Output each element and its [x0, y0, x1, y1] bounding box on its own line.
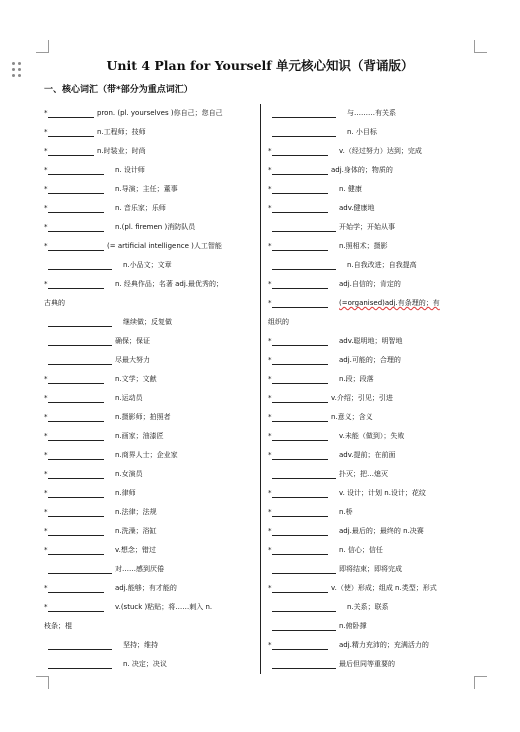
answer-blank[interactable]: [48, 375, 104, 384]
crop-mark-top-left: [36, 40, 49, 53]
definition-continuation: 组织的: [268, 318, 289, 326]
definition-text: adj.自信的；肯定的: [339, 280, 401, 288]
answer-blank[interactable]: [272, 641, 328, 650]
definition-continuation: 古典的: [44, 299, 65, 307]
answer-blank[interactable]: [272, 622, 336, 631]
answer-blank[interactable]: [272, 527, 328, 536]
definition-text: pron. (pl. yourselves )你自己；您自己: [97, 109, 223, 117]
definition-text: adv.健康地: [339, 204, 375, 212]
key-marker: *: [44, 242, 48, 250]
vocab-row: [268, 484, 486, 503]
definition-text: n.段；段落: [339, 375, 374, 383]
answer-blank[interactable]: [272, 261, 336, 270]
answer-blank[interactable]: [48, 318, 112, 327]
definition-text: v.（经过努力）达到；完成: [339, 147, 422, 155]
definition-text: n. 信心；信任: [339, 546, 383, 554]
answer-blank[interactable]: [48, 280, 104, 289]
vocab-row: [268, 294, 486, 313]
answer-blank[interactable]: [272, 223, 336, 232]
answer-blank[interactable]: [272, 242, 328, 251]
key-marker: *: [268, 527, 272, 535]
vocab-row: [268, 465, 486, 484]
vocab-row: [44, 218, 262, 237]
definition-text: n. 经典作品；名著 adj.最优秀的；: [115, 280, 224, 288]
key-marker: *: [44, 489, 48, 497]
vocab-row: [44, 294, 262, 313]
key-marker: *: [44, 375, 48, 383]
answer-blank[interactable]: [48, 546, 104, 555]
answer-blank[interactable]: [48, 109, 94, 118]
vocab-row: [44, 256, 262, 275]
vocab-row: [268, 636, 486, 655]
vocab-row: [44, 484, 262, 503]
answer-blank[interactable]: [48, 223, 104, 232]
vocab-row: [268, 161, 486, 180]
vocab-row: [44, 560, 262, 579]
answer-blank[interactable]: [48, 489, 104, 498]
vocab-row: [44, 370, 262, 389]
definition-text: n.画家；油漆匠: [115, 432, 164, 440]
vocab-row: [268, 598, 486, 617]
answer-blank[interactable]: [48, 565, 112, 574]
key-marker: *: [268, 508, 272, 516]
definition-text: n.(pl. firemen )消防队员: [115, 223, 196, 231]
definition-text: n. 健康: [339, 185, 362, 193]
vocab-row: [44, 655, 262, 674]
definition-text: n.导演；主任；董事: [115, 185, 178, 193]
key-marker: *: [44, 204, 48, 212]
key-marker: *: [44, 432, 48, 440]
answer-blank[interactable]: [272, 299, 328, 308]
right-column: [268, 104, 486, 674]
definition-text: n.女演员: [115, 470, 143, 478]
answer-blank[interactable]: [48, 242, 104, 251]
answer-blank[interactable]: [272, 394, 328, 403]
answer-blank[interactable]: [48, 128, 94, 137]
answer-blank[interactable]: [272, 565, 336, 574]
vocab-row: [268, 180, 486, 199]
vocab-row: [268, 503, 486, 522]
vocab-row: [44, 408, 262, 427]
key-marker: *: [268, 204, 272, 212]
answer-blank[interactable]: [272, 432, 328, 441]
answer-blank[interactable]: [48, 204, 104, 213]
definition-text: adj.最后的；最终的 n.决赛: [339, 527, 424, 535]
definition-text: n.自我改进；自我提高: [347, 261, 417, 269]
definition-text: n.摄影师；拍照者: [115, 413, 171, 421]
answer-blank[interactable]: [48, 470, 104, 479]
definition-text: v.(stuck )粘贴；将……刺入 n.: [115, 603, 213, 611]
definition-text: (= artificial intelligence )人工智能: [107, 242, 222, 250]
answer-blank[interactable]: [272, 128, 336, 137]
vocab-row: [268, 408, 486, 427]
vocab-row: [268, 389, 486, 408]
answer-blank[interactable]: [272, 546, 328, 555]
key-marker: *: [268, 242, 272, 250]
answer-blank[interactable]: [48, 451, 104, 460]
answer-blank[interactable]: [272, 147, 328, 156]
definition-text: 最后但同等重要的: [339, 660, 395, 668]
vocab-row: [268, 446, 486, 465]
crop-mark-top-right: [474, 40, 487, 53]
answer-blank[interactable]: [48, 166, 104, 175]
key-marker: *: [268, 584, 272, 592]
key-marker: *: [44, 109, 48, 117]
answer-blank[interactable]: [48, 337, 112, 346]
vocab-row: [44, 161, 262, 180]
vocab-row: [44, 351, 262, 370]
answer-blank[interactable]: [48, 641, 112, 650]
vocab-row: [268, 522, 486, 541]
definition-text: v. 设计；计划 n.设计；花纹: [339, 489, 426, 497]
answer-blank[interactable]: [272, 451, 328, 460]
definition-text: v.想念；错过: [115, 546, 156, 554]
vocab-row: [44, 199, 262, 218]
key-marker: *: [268, 337, 272, 345]
definition-text: (=organised)adj.有条理的；有: [339, 299, 440, 307]
document-title: Unit 4 Plan for Yourself 单元核心知识（背诵版）: [106, 58, 414, 73]
definition-text: 确保；保证: [115, 337, 150, 345]
answer-blank[interactable]: [272, 185, 328, 194]
definition-text: adv.聪明地；明智地: [339, 337, 403, 345]
key-marker: *: [268, 546, 272, 554]
vocab-row: [44, 465, 262, 484]
key-marker: *: [268, 641, 272, 649]
answer-blank[interactable]: [48, 413, 104, 422]
key-marker: *: [268, 413, 272, 421]
answer-blank[interactable]: [48, 508, 104, 517]
vocab-row: [268, 579, 486, 598]
key-marker: *: [268, 356, 272, 364]
definition-continuation: 枝条；棍: [44, 622, 72, 630]
definition-text: n.关系；联系: [347, 603, 389, 611]
key-marker: *: [268, 147, 272, 155]
vocab-row: [268, 541, 486, 560]
answer-blank[interactable]: [272, 489, 328, 498]
vocab-row: [268, 275, 486, 294]
vocab-row: [268, 617, 486, 636]
key-marker: *: [44, 584, 48, 592]
vocab-row: [44, 332, 262, 351]
definition-text: n.运动员: [115, 394, 143, 402]
definition-text: adj.身体的；物质的: [331, 166, 393, 174]
vocab-row: [268, 123, 486, 142]
crop-mark-bottom-left: [36, 676, 49, 689]
answer-blank[interactable]: [272, 603, 336, 612]
definition-text: 即将结束；即将完成: [339, 565, 402, 573]
vocab-row: [268, 142, 486, 161]
definition-text: 对……感到厌倦: [115, 565, 164, 573]
answer-blank[interactable]: [272, 166, 328, 175]
key-marker: *: [44, 280, 48, 288]
answer-blank[interactable]: [272, 660, 336, 669]
answer-blank[interactable]: [272, 337, 328, 346]
key-marker: *: [268, 432, 272, 440]
definition-text: n.桥: [339, 508, 353, 516]
key-marker: *: [44, 508, 48, 516]
key-marker: *: [44, 394, 48, 402]
key-marker: *: [44, 128, 48, 136]
vocab-row: [44, 389, 262, 408]
vocab-row: [268, 104, 486, 123]
definition-text: adv.提前；在前面: [339, 451, 396, 459]
definition-text: adj.精力充沛的；充满活力的: [339, 641, 429, 649]
vocab-row: [268, 351, 486, 370]
definition-text: n.法律；法规: [115, 508, 157, 516]
vocab-row: [44, 123, 262, 142]
vocab-row: [268, 332, 486, 351]
definition-text: n. 决定；决议: [123, 660, 167, 668]
definition-text: n. 音乐家；乐师: [115, 204, 166, 212]
vocab-row: [44, 275, 262, 294]
vocab-row: [44, 503, 262, 522]
definition-text: n.俯卧撑: [339, 622, 367, 630]
key-marker: *: [44, 470, 48, 478]
definition-text: 坚持；维持: [123, 641, 158, 649]
definition-text: adj.能够；有才能的: [115, 584, 177, 592]
answer-blank[interactable]: [272, 204, 328, 213]
vocab-row: [268, 560, 486, 579]
key-marker: *: [44, 147, 48, 155]
answer-blank[interactable]: [272, 508, 328, 517]
key-marker: *: [268, 394, 272, 402]
vocab-row: [268, 256, 486, 275]
vocab-row: [44, 427, 262, 446]
definition-text: n. 小目标: [347, 128, 377, 136]
vocab-row: [44, 541, 262, 560]
section-heading: 一、核心词汇（带*部分为重点词汇）: [44, 85, 193, 95]
definition-text: n.商界人士；企业家: [115, 451, 178, 459]
key-marker: *: [44, 185, 48, 193]
vocab-row: [44, 104, 262, 123]
answer-blank[interactable]: [48, 185, 104, 194]
key-marker: *: [268, 185, 272, 193]
answer-blank[interactable]: [272, 280, 328, 289]
vocab-row: [44, 446, 262, 465]
key-marker: *: [44, 413, 48, 421]
vocab-row: [268, 313, 486, 332]
key-marker: *: [268, 280, 272, 288]
definition-text: 尽最大努力: [115, 356, 150, 364]
key-marker: *: [44, 527, 48, 535]
key-marker: *: [268, 489, 272, 497]
definition-text: n.律师: [115, 489, 136, 497]
vocab-row: [268, 370, 486, 389]
answer-blank[interactable]: [272, 375, 328, 384]
key-marker: *: [44, 451, 48, 459]
key-marker: *: [44, 223, 48, 231]
vocab-row: [268, 218, 486, 237]
key-marker: *: [268, 375, 272, 383]
key-marker: *: [268, 451, 272, 459]
vocab-row: [44, 579, 262, 598]
key-marker: *: [44, 166, 48, 174]
definition-text: v.未能（做到）；失败: [339, 432, 405, 440]
definition-text: n.工程师；技师: [97, 128, 146, 136]
vocab-row: [268, 237, 486, 256]
definition-text: n.文学；文献: [115, 375, 157, 383]
vocab-row: [268, 427, 486, 446]
definition-text: n.洗澡；浴缸: [115, 527, 157, 535]
definition-text: 继续做；反复做: [123, 318, 172, 326]
answer-blank[interactable]: [272, 413, 328, 422]
definition-text: v.（使）形成；组成 n.类型；形式: [331, 584, 437, 592]
definition-text: n.意义；含义: [331, 413, 373, 421]
vocab-row: [44, 142, 262, 161]
vocab-row: [44, 522, 262, 541]
vocab-row: [44, 636, 262, 655]
answer-blank[interactable]: [48, 603, 104, 612]
answer-blank[interactable]: [48, 356, 112, 365]
vocab-row: [44, 237, 262, 256]
definition-text: n.小品文；文章: [123, 261, 172, 269]
vocab-row: [268, 199, 486, 218]
left-column: [44, 104, 262, 674]
key-marker: *: [268, 166, 272, 174]
vocab-row: [44, 180, 262, 199]
answer-blank[interactable]: [272, 584, 328, 593]
vocab-row: [268, 655, 486, 674]
answer-blank[interactable]: [48, 432, 104, 441]
vocab-row: [44, 313, 262, 332]
definition-text: v.介绍；引见；引进: [331, 394, 393, 402]
key-marker: *: [44, 546, 48, 554]
answer-blank[interactable]: [272, 470, 336, 479]
answer-blank[interactable]: [48, 584, 104, 593]
vocab-row: [44, 617, 262, 636]
answer-blank[interactable]: [48, 527, 104, 536]
definition-text: n. 设计师: [115, 166, 145, 174]
answer-blank[interactable]: [48, 261, 112, 270]
answer-blank[interactable]: [48, 660, 112, 669]
answer-blank[interactable]: [48, 147, 94, 156]
key-marker: *: [44, 603, 48, 611]
vocab-row: [44, 598, 262, 617]
definition-text: n.照相术；摄影: [339, 242, 388, 250]
key-marker: *: [268, 299, 272, 307]
definition-text: 与………有关系: [347, 109, 396, 117]
definition-text: 扑灭；把…熄灭: [339, 470, 388, 478]
crop-mark-bottom-right: [474, 676, 487, 689]
definition-text: n.时装业；时尚: [97, 147, 146, 155]
answer-blank[interactable]: [48, 394, 104, 403]
answer-blank[interactable]: [272, 356, 328, 365]
definition-text: 开始学；开始从事: [339, 223, 395, 231]
definition-text: adj.可能的；合理的: [339, 356, 401, 364]
answer-blank[interactable]: [272, 109, 336, 118]
